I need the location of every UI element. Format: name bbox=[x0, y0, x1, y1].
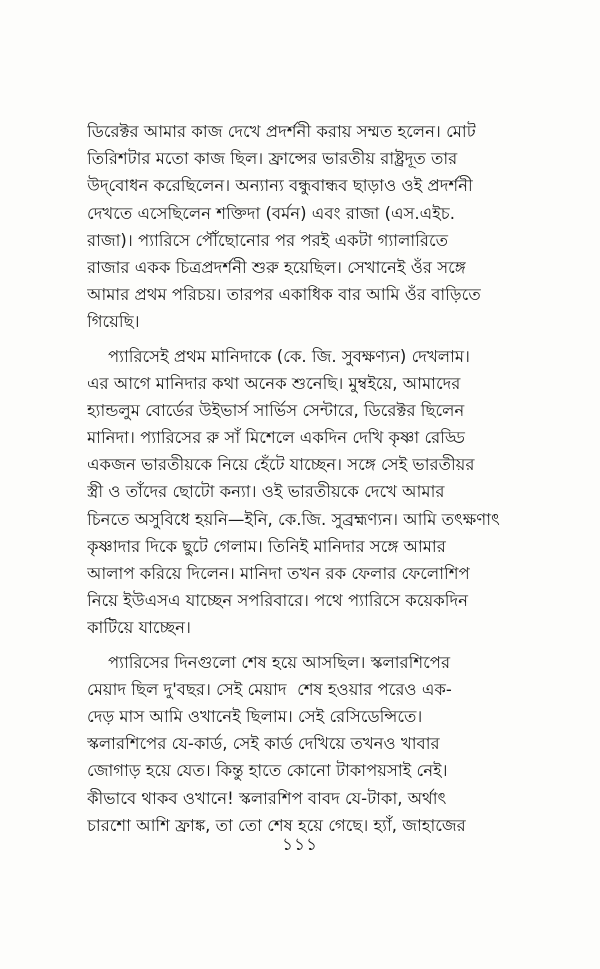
paragraph-3 bbox=[87, 649, 523, 839]
text-line: হ্যান্ডলুম বোর্ডের উইভার্স সার্ভিস সেন্টারে, ডিরেক্টর ছিলেন bbox=[87, 400, 465, 420]
paragraph-gap bbox=[87, 336, 523, 343]
text-line: মানিদা। প্যারিসের রু সাঁ মিশেলে একদিন দেখি কৃষ্ণা রেড্ডি bbox=[87, 428, 465, 448]
text-line: এর আগে মানিদার কথা অনেক শুনেছি। মুম্বইয়ে, আমাদের bbox=[87, 373, 461, 393]
text-line: কাটিয়ে যাচ্ছেন। bbox=[87, 618, 191, 638]
paragraph-gap bbox=[87, 642, 523, 649]
text-line: কীভাবে থাকব ওখানে! স্কলারশিপ বাবদ যে-টাকা, অর্থাৎ bbox=[87, 788, 447, 808]
text-line: প্যারিসের দিনগুলো শেষ হয়ে আসছিল। স্কলারশিপের bbox=[87, 652, 451, 672]
text-line: প্যারিসেই প্রথম মানিদাকে (কে. জি. সুবক্ষণ্যন) দেখলাম। bbox=[87, 346, 470, 366]
text-line: জোগাড় হয়ে যেত। কিন্তু হাতে কোনো টাকাপয়সাই নেই। bbox=[87, 761, 448, 781]
text-line: স্কলারশিপের যে-কার্ড, সেই কার্ড দেখিয়ে তখনও খাবার bbox=[87, 734, 440, 754]
text-line: কৃষ্ণাদার দিকে ছুটে গেলাম। তিনিই মানিদার সঙ্গে আমার bbox=[87, 536, 446, 556]
paragraph-2 bbox=[87, 343, 523, 642]
text-line: একজন ভারতীয়কে নিয়ে হেঁটে যাচ্ছেন। সঙ্গে সেই ভারতীয়র bbox=[87, 455, 475, 475]
text-line: রাজার একক চিত্রপ্রদর্শনী শুরু হয়েছিল। সেখানেই ওঁর সঙ্গে bbox=[87, 257, 466, 277]
text-line: মেয়াদ ছিল দু'বছর। সেই মেয়াদ শেষ হওয়ার পরেও এক- bbox=[87, 679, 452, 699]
text-line: গিয়েছি। bbox=[87, 312, 140, 332]
paragraph-1 bbox=[87, 118, 523, 336]
page-number: ১১১ bbox=[281, 835, 319, 855]
text-line: রাজা)। প্যারিসে পৌঁছোনোর পর পরই একটা গ্যালারিতে bbox=[87, 230, 448, 250]
text-line: আলাপ করিয়ে দিলেন। মানিদা তখন রক ফেলার ফেলোশিপ bbox=[87, 564, 470, 583]
text-line: দেখতে এসেছিলেন শক্তিদা (বর্মন) এবং রাজা (এস.এইচ. bbox=[87, 203, 455, 223]
text-line: নিয়ে ইউএসএ যাচ্ছেন সপরিবারে। পথে প্যারিসে কয়েকদিন bbox=[87, 591, 468, 611]
body-text bbox=[87, 118, 523, 839]
text-line: আমার প্রথম পরিচয়। তারপর একাধিক বার আমি ওঁর বাড়িতে bbox=[87, 285, 481, 305]
text-line: স্ত্রী ও তাঁদের ছোটো কন্যা। ওই ভারতীয়কে দেখে আমার bbox=[87, 482, 445, 502]
text-line: চারশো আশি ফ্রাঙ্ক, তা তো শেষ হয়ে গেছে। হ্যাঁ, জাহাজের bbox=[87, 815, 466, 835]
text-line: ডিরেক্টর আমার কাজ দেখে প্রদর্শনী করায় সম্মত হলেন। মোট bbox=[87, 122, 476, 141]
text-line: চিনতে অসুবিধে হয়নি—ইনি, কে.জি. সুব্রহ্মণ্যন। আমি তৎক্ষণাৎ bbox=[87, 509, 500, 529]
text-line: তিরিশটার মতো কাজ ছিল। ফ্রান্সের ভারতীয় রাষ্ট্রদূত তার bbox=[87, 149, 458, 169]
text-line: উদ্‌বোধন করেছিলেন। অন্যান্য বন্ধুবান্ধব ছাড়াও ওই প্রদর্শনী bbox=[87, 176, 473, 196]
text-line: দেড় মাস আমি ওখানেই ছিলাম। সেই রেসিডেন্সিতে। bbox=[87, 706, 423, 726]
